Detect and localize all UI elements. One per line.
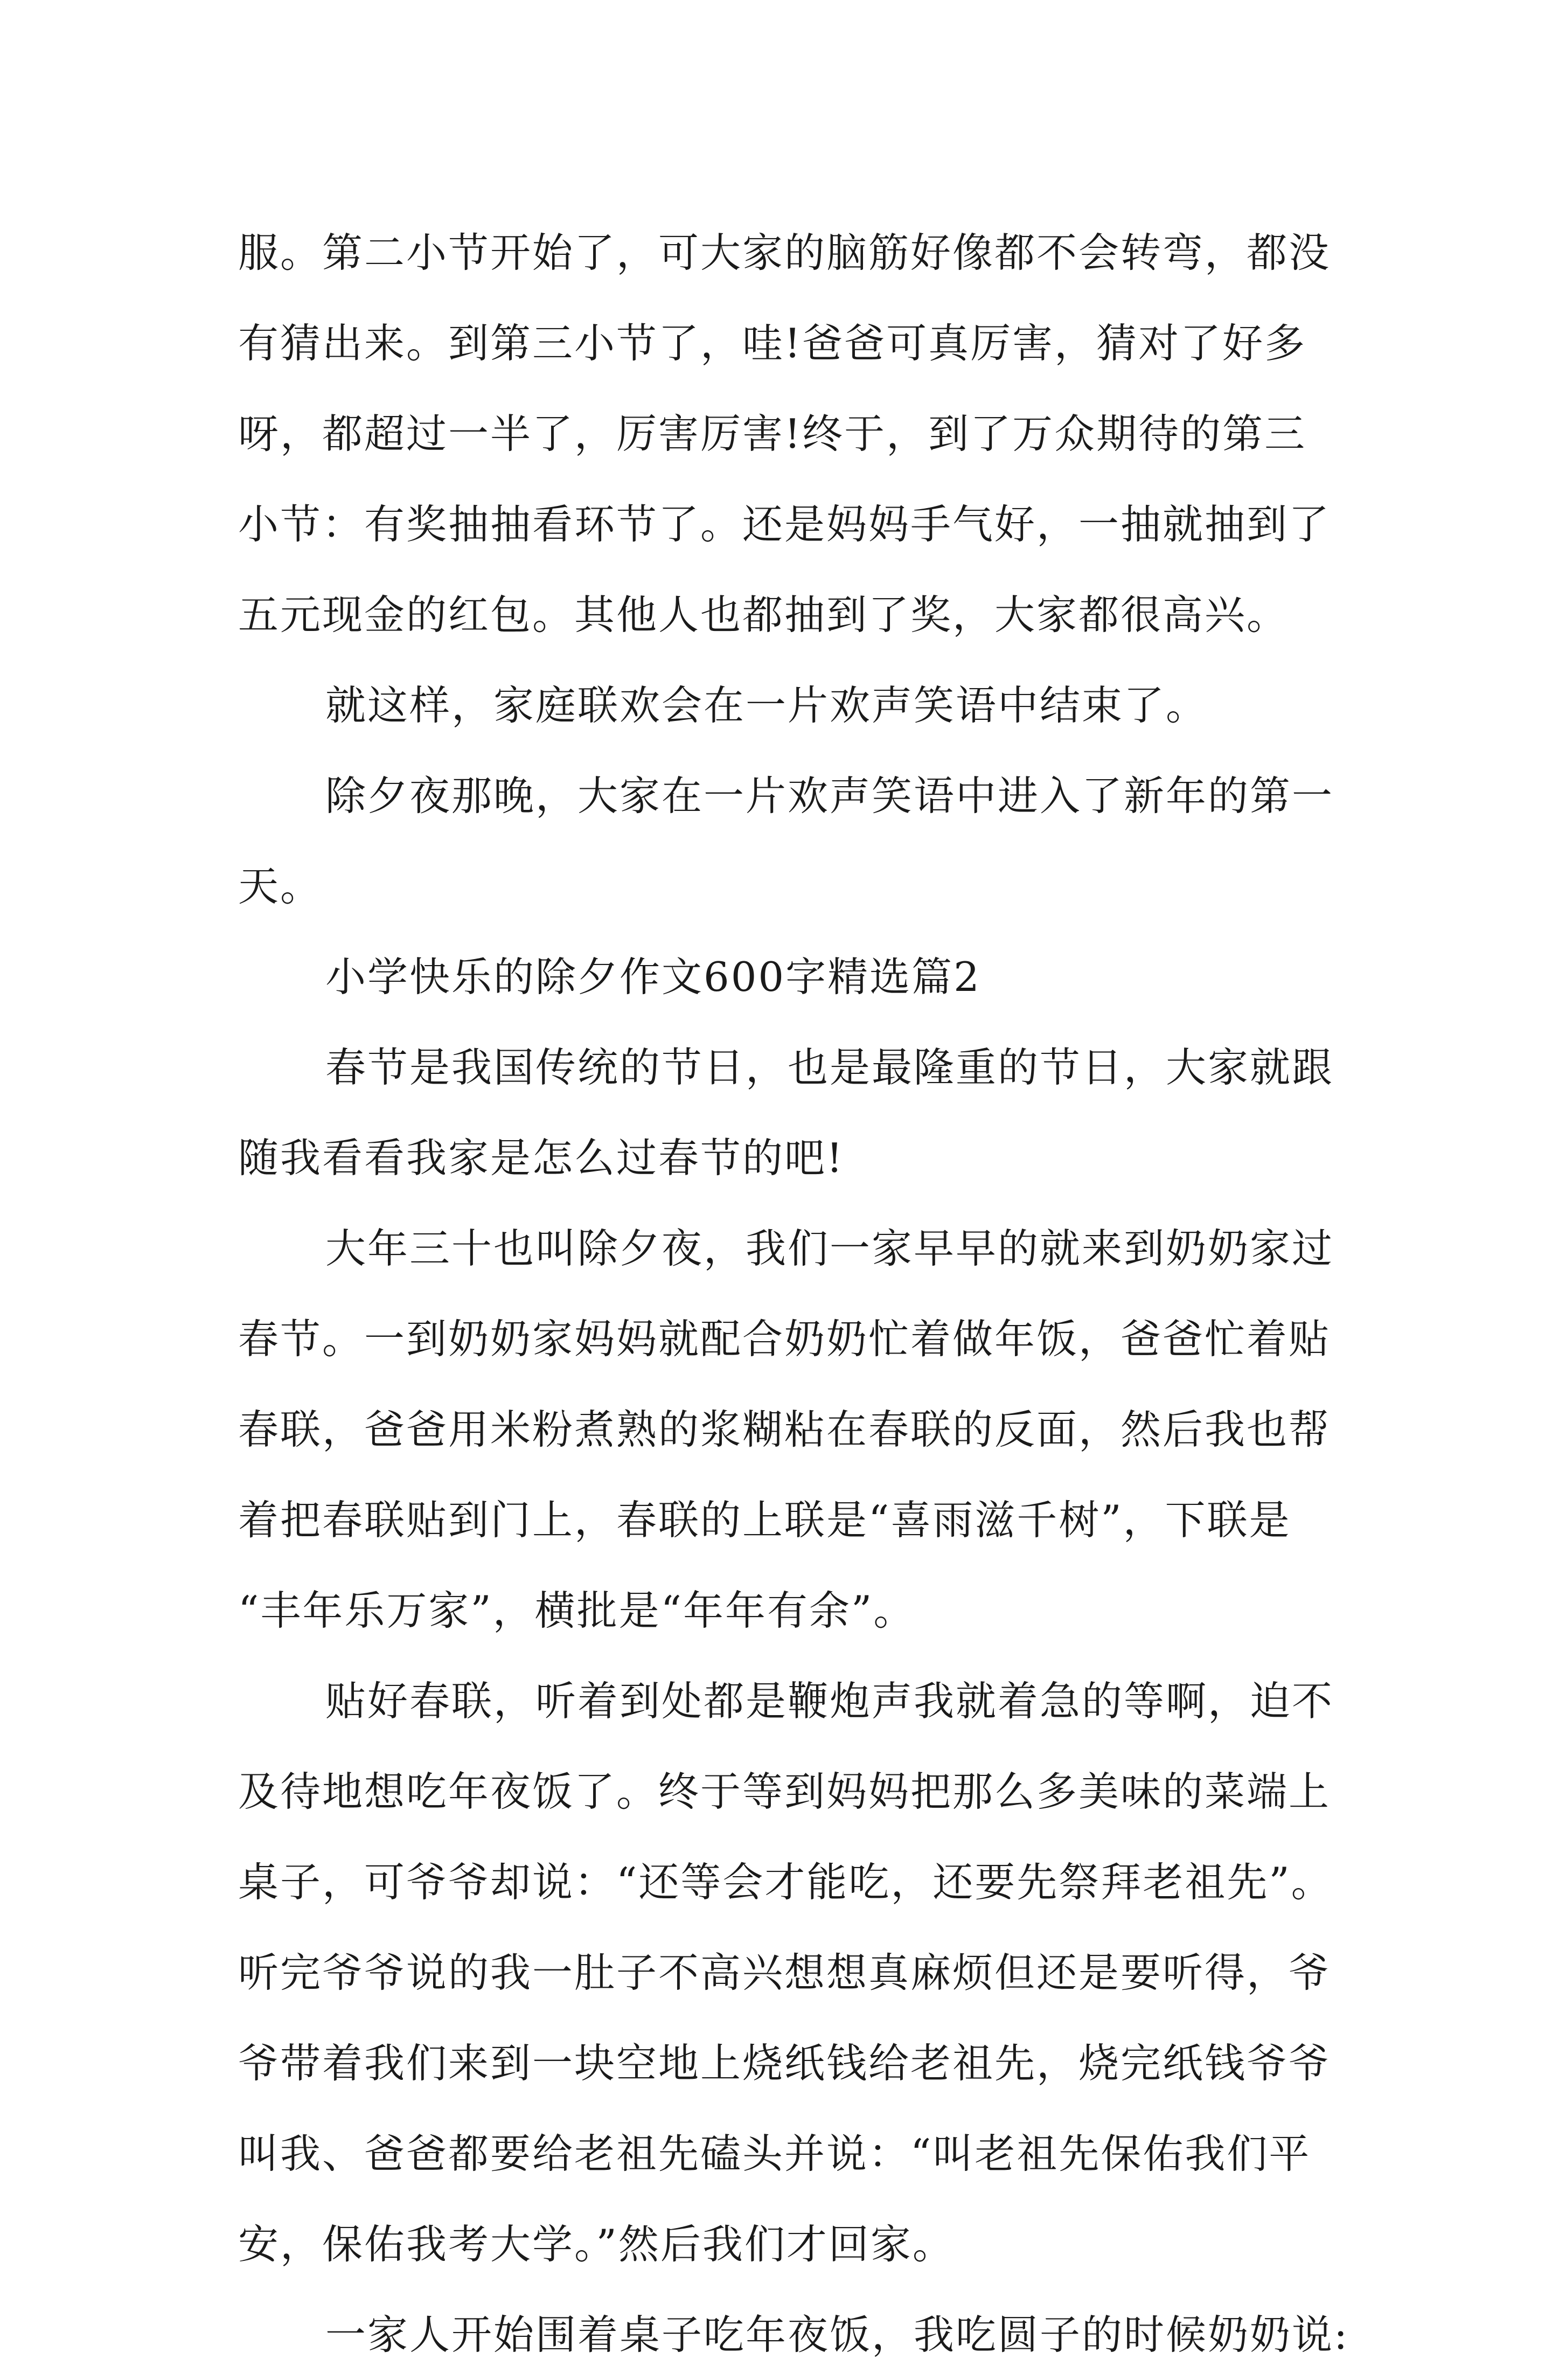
text-line: 爷带着我们来到一块空地上烧纸钱给老祖先，烧完纸钱爷爷 [238,2039,1331,2087]
text-line: 就这样，家庭联欢会在一片欢声笑语中结束了。 [325,682,1208,729]
text-line: 桌子，可爷爷却说：“还等会才能吃，还要先祭拜老祖先”。 [238,1858,1333,1906]
text-line: 安，保佑我考大学。”然后我们才回家。 [238,2221,955,2268]
text-line: 春节。一到奶奶家妈妈就配合奶奶忙着做年饭，爸爸忙着贴 [238,1315,1331,1363]
text-line: 小学快乐的除夕作文600字精选篇2 [325,953,981,1001]
text-line: 春节是我国传统的节日，也是最隆重的节日，大家就跟 [325,1044,1334,1091]
text-line: 及待地想吃年夜饭了。终于等到妈妈把那么多美味的菜端上 [238,1768,1331,1815]
text-line: 呀，都超过一半了，厉害厉害!终于，到了万众期待的第三 [238,410,1307,457]
text-line: 小节：有奖抽抽看环节了。还是妈妈手气好，一抽就抽到了 [238,501,1331,548]
text-line: 着把春联贴到门上，春联的上联是“喜雨滋千树”，下联是 [238,1496,1291,1544]
text-line: 听完爷爷说的我一肚子不高兴想想真麻烦但还是要听得，爷 [238,1949,1331,1996]
text-line: 大年三十也叫除夕夜，我们一家早早的就来到奶奶家过 [325,1225,1334,1272]
text-line: 贴好春联，听着到处都是鞭炮声我就着急的等啊，迫不 [325,1677,1334,1725]
text-line: 随我看看我家是怎么过春节的吧! [238,1134,845,1182]
text-line: 除夕夜那晚，大家在一片欢声笑语中进入了新年的第一 [325,772,1334,820]
document-body [238,207,1349,2380]
text-line: 五元现金的红包。其他人也都抽到了奖，大家都很高兴。 [238,591,1289,639]
text-line: 有猜出来。到第三小节了，哇!爸爸可真厉害，猜对了好多 [238,320,1307,367]
text-line: 叫我、爸爸都要给老祖先磕头并说：“叫老祖先保佑我们平 [238,2130,1311,2177]
text-line: 服。第二小节开始了，可大家的脑筋好像都不会转弯，都没 [238,229,1331,276]
text-line: 天。 [238,863,323,910]
text-line: “丰年乐万家”，横批是“年年有余”。 [238,1587,916,1634]
text-line: 春联，爸爸用米粉煮熟的浆糊粘在春联的反面，然后我也帮 [238,1406,1331,1453]
text-line: 一家人开始围着桌子吃年夜饭，我吃圆子的时候奶奶说: [325,2311,1349,2358]
